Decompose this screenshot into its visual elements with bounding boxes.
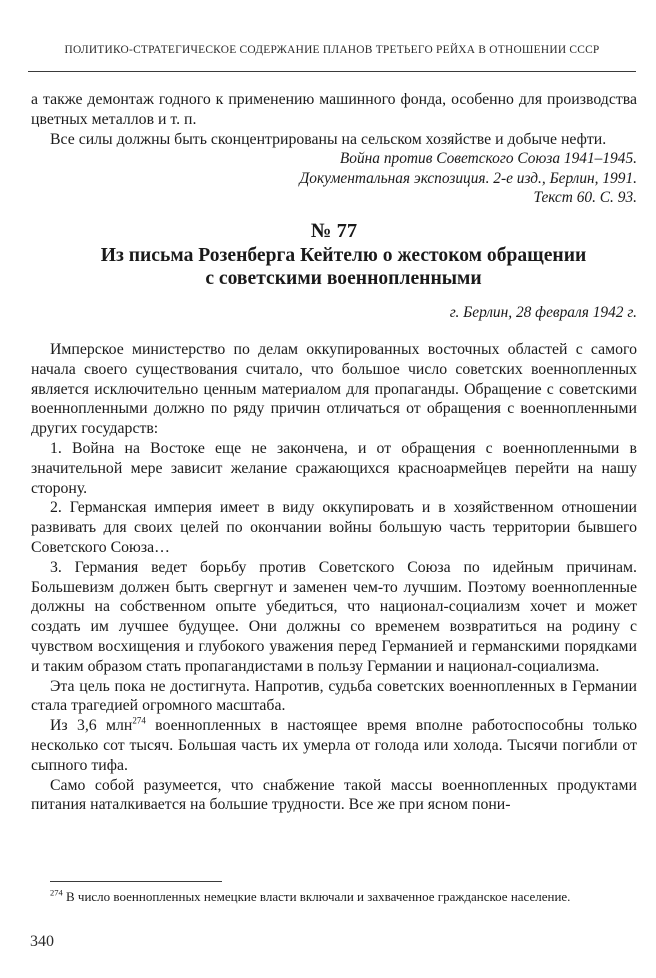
source-citation-line-1: Война против Советского Союза 1941–1945. (339, 150, 637, 168)
header-rule (28, 71, 636, 72)
body-paragraph-6-rest: военнопленных в настоящее время вполне работоспособны только несколько сот тысяч. Большая часть их умерла от голода или холода. Тысячи погибли от сыпного тифа. (31, 717, 637, 774)
document-title-line-1: Из письма Розенберга Кейтелю о жестоком обращении (100, 244, 587, 266)
body-paragraph-5: Эта цель пока не достигнута. Напротив, судьба советских военнопленных в Германии стала трагедией огромного масштаба. (31, 677, 637, 715)
footnote-number: 274 (50, 887, 63, 898)
footnote (31, 888, 637, 905)
footnote-text: В число военнопленных немецкие власти включали и захваченное гражданское население. (62, 889, 571, 904)
body-paragraph-1: Имперское министерство по делам оккупированных восточных областей с самого начала своего существования считало, что большое число советских военнопленных является исключительно ценным материалом для пропаганды. Обращение с советскими военнопленными должно по ряду причин отличаться от обращения с военнопленными других государств: (31, 341, 637, 438)
footnote-reference[interactable]: 274 (132, 715, 146, 726)
body-paragraph-2: 1. Война на Востоке еще не закончена, и от обращения с военнопленными в значительной мере зависит желание сражающихся красноармейцев перейти на нашу сторону. (31, 440, 637, 497)
document-number: № 77 (310, 219, 358, 242)
page-body (31, 90, 637, 815)
body-paragraph-4: 3. Германия ведет борьбу против Советского Союза по идейным причинам. Большевизм должен быть свергнут и заменен чем-то лучшим. Поэтому военнопленные должны на собственном опыте убедиться, что национал-социализм хочет и может создать им лучшее будущее. Они должны со временем возвратиться на родину с чувством восхищения и глубокого уважения перед Германией и германскими порядками и таким образом стать пропагандистами в пользу Германии и национал-социализма. (31, 558, 637, 675)
running-header: ПОЛИТИКО-СТРАТЕГИЧЕСКОЕ СОДЕРЖАНИЕ ПЛАНОВ ТРЕТЬЕГО РЕЙХА В ОТНОШЕНИИ СССР (64, 44, 600, 56)
source-citation-line-2: Документальная экспозиция. 2-е изд., Берлин, 1991. (299, 169, 637, 187)
intro-paragraph-2: Все силы должны быть сконцентрированы на сельском хозяйстве и добыче нефти. (50, 130, 607, 148)
source-citation (31, 149, 637, 207)
page-number: 340 (30, 933, 54, 950)
body-paragraph-7: Само собой разумеется, что снабжение такой массы военнопленных продуктами питания наталкивается на большие трудности. Все же при ясном пони- (31, 776, 637, 814)
document-dateline: г. Берлин, 28 февраля 1942 г. (449, 303, 637, 321)
document-title-line-2: с советскими военнопленными (205, 267, 482, 289)
footnote-rule (50, 881, 222, 882)
body-paragraph-6 (31, 716, 637, 775)
source-citation-line-3: Текст 60. С. 93. (533, 189, 637, 207)
body-paragraph-6-start: Из 3,6 млн (50, 717, 133, 735)
intro-paragraph-1: а также демонтаж годного к применению машинного фонда, особенно для производства цветных металлов и т. п. (31, 91, 637, 128)
body-paragraph-3: 2. Германская империя имеет в виду оккупировать и в хозяйственном отношении развивать для своих целей по окончании войны большую часть территории бывшего Советского Союза… (31, 499, 637, 556)
